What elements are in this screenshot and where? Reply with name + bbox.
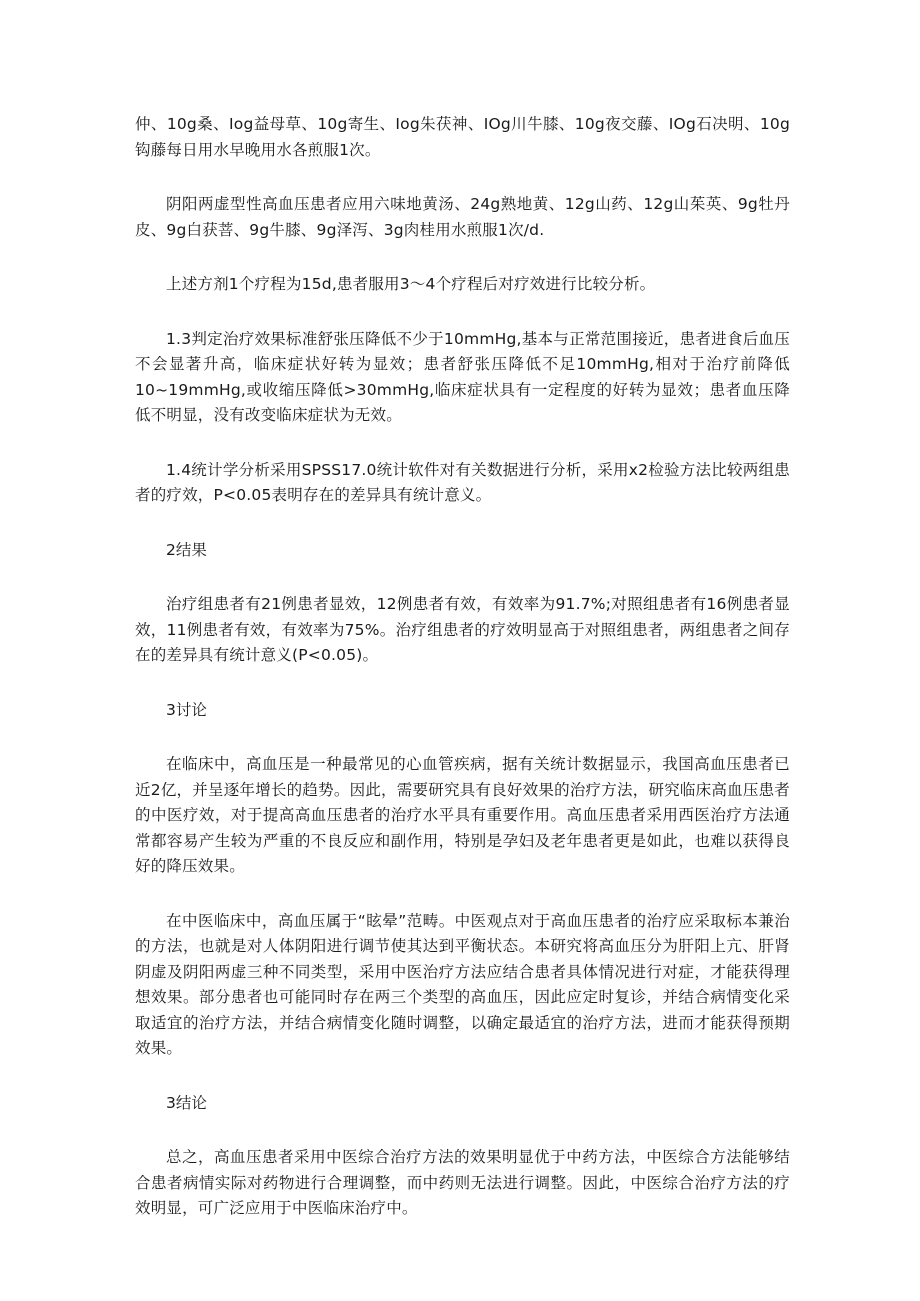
section-heading-results: 2结果 (166, 540, 207, 559)
paragraph-gap (135, 298, 790, 327)
paragraph-gap (135, 669, 790, 698)
paragraph-gap (135, 243, 790, 272)
paragraph-gap (135, 509, 790, 538)
paragraph-gap (135, 1062, 790, 1091)
paragraph-gap (135, 723, 790, 752)
paragraph-gap (135, 880, 790, 909)
paragraph-statistical-analysis: 1.4统计学分析采用SPSS17.0统计软件对有关数据进行分析，采用x2检验方法比较两组患者的疗效，P<0.05表明存在的差异具有统计意义。 (135, 460, 790, 504)
paragraph-gap (135, 563, 790, 592)
paragraph-efficacy-criteria: 1.3判定治疗效果标准舒张压降低不少于10mmHg,基本与正常范围接近，患者进食后血压不会显著升高，临床症状好转为显效；患者舒张压降低不足10mmHg,相对于治疗前降低10~19mmHg,或收缩压降低>30mmHg,临床症状具有一定程度的好转为显效；患者血压降低不明显，没有改变临床症状为无效。 (135, 329, 790, 424)
paragraph-gap (135, 1116, 790, 1145)
paragraph-gap (135, 429, 790, 458)
paragraph-yin-yang-deficiency: 阴阳两虚型性高血压患者应用六味地黄汤、24g熟地黄、12g山药、12g山茱英、9g牡丹皮、9g白获菩、9g牛膝、9g泽泻、3g肉桂用水煎服1次/d. (135, 195, 790, 239)
paragraph-discussion-western: 在临床中，高血压是一种最常见的心血管疾病，据有关统计数据显示，我国高血压患者已近2亿，并呈逐年增长的趋势。因此，需要研究具有良好效果的治疗方法，研究临床高血压患者的中医疗效，对于提高高血压患者的治疗水平具有重要作用。高血压患者采用西医治疗方法通常都容易产生较为严重的不良反应和副作用，特别是孕妇及老年患者更是如此，也难以获得良好的降压效果。 (135, 755, 790, 875)
section-heading-conclusion: 3结论 (166, 1093, 207, 1112)
paragraph-conclusion: 总之，高血压患者采用中医综合治疗方法的效果明显优于中药方法，中医综合方法能够结合患者病情实际对药物进行合理调整，而中药则无法进行调整。因此，中医综合治疗方法的疗效明显，可广泛应用于中医临床治疗中。 (135, 1148, 790, 1217)
paragraph-course-of-treatment: 上述方剂1个疗程为15d,患者服用3〜4个疗程后对疗效进行比较分析。 (166, 275, 656, 293)
paragraph-herbal-formula-continued: 仲、10g桑、Iog益母草、10g寄生、Iog朱茯神、IOg川牛膝、10g夜交藤、IOg石决明、10g钩藤每日用水早晚用水各煎服1次。 (135, 115, 790, 159)
section-heading-discussion: 3讨论 (166, 700, 207, 719)
paragraph-discussion-tcm: 在中医临床中，高血压属于“眩晕”范畴。中医观点对于高血压患者的治疗应采取标本兼治的方法，也就是对人体阴阳进行调节使其达到平衡状态。本研究将高血压分为肝阳上亢、肝肾阴虚及阴阳两虚三种不同类型，采用中医治疗方法应结合患者具体情况进行对症，才能获得理想效果。部分患者也可能同时存在两三个类型的高血压，因此应定时复诊，并结合病情变化采取适宜的治疗方法，并结合病情变化随时调整，以确定最适宜的治疗方法，进而才能获得预期效果。 (135, 911, 790, 1057)
paragraph-gap (135, 163, 790, 192)
document-page (135, 112, 790, 1222)
paragraph-results: 治疗组患者有21例患者显效，12例患者有效，有效率为91.7%;对照组患者有16例患者显效，11例患者有效，有效率为75%。治疗组患者的疗效明显高于对照组患者，两组患者之间存在的差异具有统计意义(P<0.05)。 (135, 595, 790, 664)
